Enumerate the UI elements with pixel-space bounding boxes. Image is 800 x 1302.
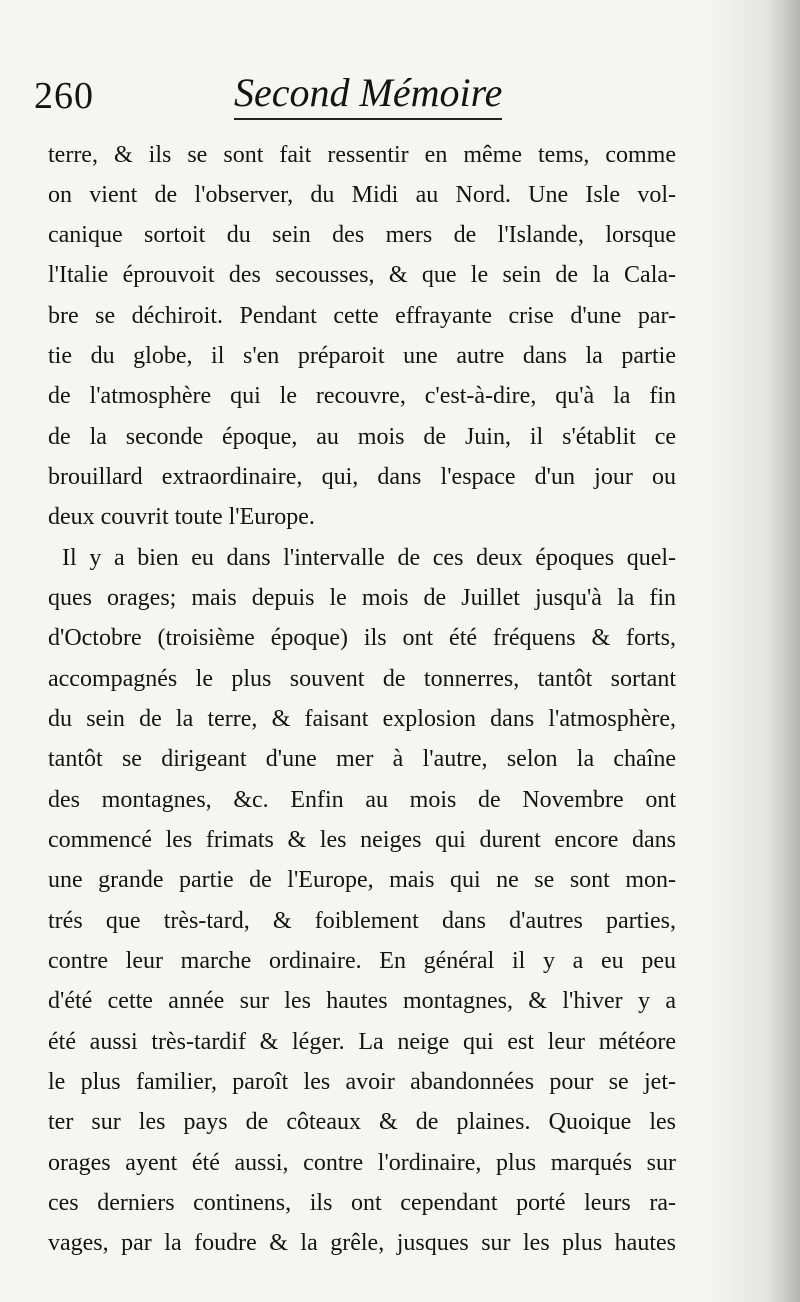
text-line: l'Italie éprouvoit des secousses, & que le sein de la Cala-	[48, 262, 676, 288]
text-line: on vient de l'observer, du Midi au Nord. Une Isle vol-	[48, 182, 676, 208]
text-line: d'Octobre (troisième époque) ils ont été fréquens & forts,	[48, 625, 676, 651]
running-title: Second Mémoire	[234, 70, 502, 120]
text-line: de l'atmosphère qui le recouvre, c'est-à-dire, qu'à la fin	[48, 383, 676, 409]
text-line: le plus familier, paroît les avoir abandonnées pour se jet-	[48, 1069, 676, 1095]
text-line: du sein de la terre, & faisant explosion dans l'atmosphère,	[48, 706, 676, 732]
text-line: une grande partie de l'Europe, mais qui ne se sont mon-	[48, 867, 676, 893]
text-line: de la seconde époque, au mois de Juin, il s'établit ce	[48, 424, 676, 450]
text-line: tie du globe, il s'en préparoit une autre dans la partie	[48, 343, 676, 369]
text-line: ces derniers continens, ils ont cependant porté leurs ra-	[48, 1190, 676, 1216]
text-line: trés que très-tard, & foiblement dans d'autres parties,	[48, 908, 676, 934]
page-gutter-shadow	[766, 0, 800, 1302]
text-line: bre se déchiroit. Pendant cette effrayante crise d'une par-	[48, 303, 676, 329]
text-line: accompagnés le plus souvent de tonnerres, tantôt sortant	[48, 666, 676, 692]
text-line: terre, & ils se sont fait ressentir en même tems, comme	[48, 142, 676, 168]
text-line: été aussi très-tardif & léger. La neige qui est leur météore	[48, 1029, 676, 1055]
text-line: des montagnes, &c. Enfin au mois de Novembre ont	[48, 787, 676, 813]
text-line: ter sur les pays de côteaux & de plaines. Quoique les	[48, 1109, 676, 1135]
text-line: orages ayent été aussi, contre l'ordinaire, plus marqués sur	[48, 1150, 676, 1176]
text-line: d'été cette année sur les hautes montagnes, & l'hiver y a	[48, 988, 676, 1014]
text-line: canique sortoit du sein des mers de l'Islande, lorsque	[48, 222, 676, 248]
text-line: brouillard extraordinaire, qui, dans l'espace d'un jour ou	[48, 464, 676, 490]
page-header	[34, 70, 754, 130]
text-line: vages, par la foudre & la grêle, jusques sur les plus hautes	[48, 1230, 676, 1256]
text-line-paragraph-end: deux couvrit toute l'Europe.	[48, 504, 315, 530]
page-number: 260	[34, 75, 94, 117]
text-line: commencé les frimats & les neiges qui durent encore dans	[48, 827, 676, 853]
text-line: contre leur marche ordinaire. En général il y a eu peu	[48, 948, 676, 974]
text-line: tantôt se dirigeant d'une mer à l'autre, selon la chaîne	[48, 746, 676, 772]
text-line: ques orages; mais depuis le mois de Juillet jusqu'à la fin	[48, 585, 676, 611]
text-line-paragraph-start: Il y a bien eu dans l'intervalle de ces deux époques quel-	[62, 545, 676, 571]
